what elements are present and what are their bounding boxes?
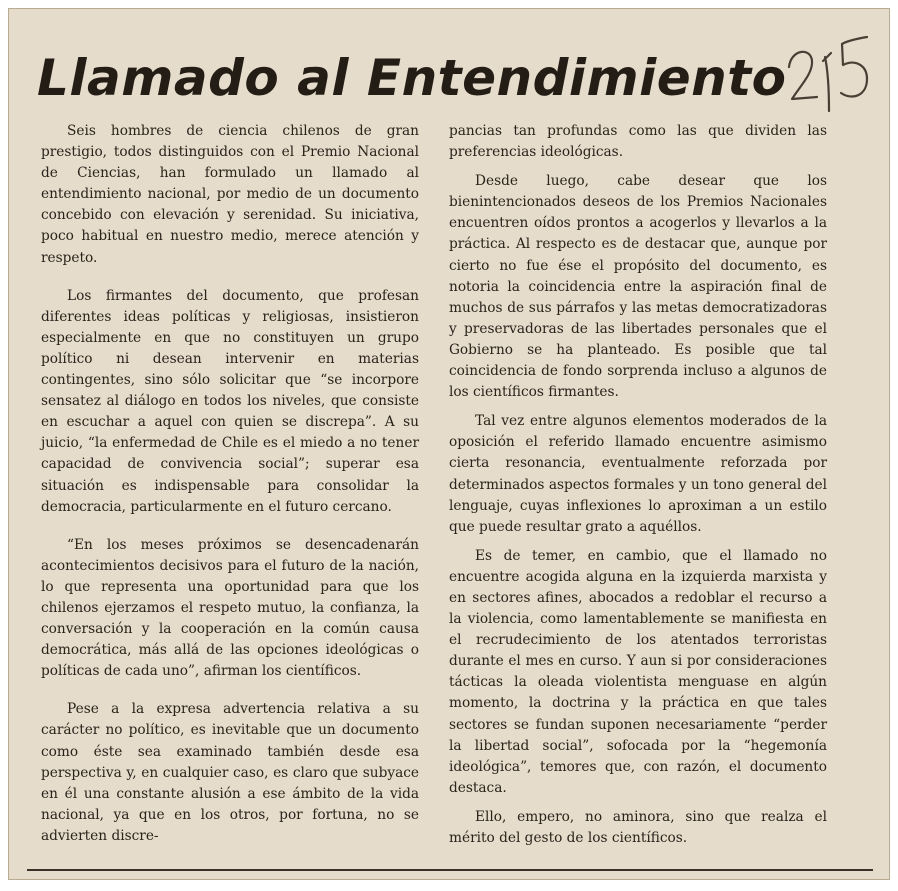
headline: Llamado al Entendimiento <box>37 49 787 107</box>
left-paragraph-3: “En los meses próximos se desencadenarán acontecimientos decisivos para el futuro de la nación, lo que representa una oportunidad para que los chilenos ejerzamos el respeto mutuo, la confianza, la conversación y la cooperación en la común causa democrática, más allá de las opciones ideológicas o políticas de cada uno”, afirman los científicos. <box>41 536 419 680</box>
right-continuation: pancias tan profundas como las que dividen las preferencias ideológicas. <box>449 123 827 161</box>
right-paragraph-3: Es de temer, en cambio, que el llamado no encuentre acogida alguna en la izquierda marxista y en sectores afines, abocados a redoblar el recurso a la violencia, como lamentablemente se manifiesta en el recrudecimiento de los atentados terroristas durante el mes en curso. Y aun si por consideraciones tácticas la oleada violentista menguase en algún momento, la doctrina y la práctica en que tales sectores se fundan suponen necesariamente “perder la libertad social”, sofocada por la “hegemonía ideológica”, temores que, con razón, el documento destaca. <box>449 547 827 796</box>
right-paragraph-1: Desde luego, cabe desear que los bienintencionados deseos de los Premios Nacionales encuentren oídos prontos a acogerlos y llevarlos a la práctica. Al respecto es de destacar que, aunque por cierto no fue ése el propósito del documento, es notoria la coincidencia entre la aspiración final de muchos de sus párrafos y las metas democratizadoras y preservadoras de las libertades personales que el Gobierno se ha planteado. Es posible que tal coincidencia de fondo sorprenda incluso a algunos de los científicos firmantes. <box>449 173 827 401</box>
right-paragraph-4: Ello, empero, no aminora, sino que realza el mérito del gesto de los científicos. <box>449 808 827 846</box>
handwritten-page-number <box>779 27 879 117</box>
right-column <box>449 121 827 849</box>
left-paragraph-2: Los firmantes del documento, que profesan diferentes ideas políticas y religiosas, insistieron especialmente en que no constituyen un grupo político ni desean intervenir en materias contingentes, sino sólo solicitar que “se incorpore sensatez al diálogo en todos los niveles, que consiste en escuchar a aquel con quien se discrepa”. A su juicio, “la enfermedad de Chile es el miedo a no tener capacidad de convivencia social”; superar esa situación es indispensable para consolidar la democracia, particularmente en el futuro cercano. <box>41 287 419 515</box>
left-paragraph-1: Seis hombres de ciencia chilenos de gran prestigio, todos distinguidos con el Premio Nacional de Ciencias, han formulado un llamado al entendimiento nacional, por medio de un documento concebido con elevación y serenidad. Su iniciativa, poco habitual en nuestro medio, merece atención y respeto. <box>41 123 419 266</box>
left-column <box>41 121 419 847</box>
newspaper-clipping <box>8 8 890 880</box>
left-paragraph-4: Pese a la expresa advertencia relativa a su carácter no político, es inevitable que un documento como éste sea examinado también desde esa perspectiva y, en cualquier caso, es claro que subyace en él una constante alusión a ese ámbito de la vida nacional, ya que en los otros, por fortuna, no se advierten discre- <box>41 701 419 844</box>
bottom-rule <box>27 869 873 871</box>
right-paragraph-2: Tal vez entre algunos elementos moderados de la oposición el referido llamado encuentre asimismo cierta resonancia, eventualmente reforzada por determinados aspectos formales y un tono general del lenguaje, cuyas inflexiones lo aproximan a un estilo que puede resultar grato a aquéllos. <box>449 413 827 535</box>
